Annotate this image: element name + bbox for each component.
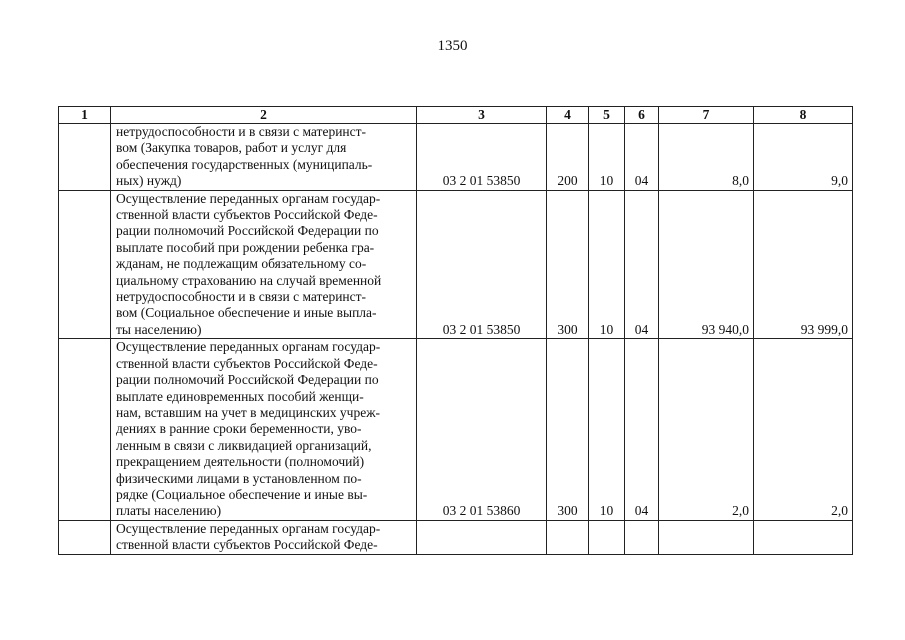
- col-header-1: 1: [59, 107, 111, 124]
- description-line: ственной власти субъектов Российской Феде-: [116, 207, 378, 223]
- header-row: [59, 107, 853, 124]
- description-line: ты населению): [116, 321, 202, 337]
- budget-table: [58, 106, 853, 555]
- amount-col7-cell: 2,0: [659, 339, 754, 520]
- amount-col7-cell: 93 940,0: [659, 190, 754, 339]
- classification-code-cell: [417, 520, 547, 554]
- col-header-6: 6: [625, 107, 659, 124]
- table-row: [59, 124, 853, 191]
- row-number-cell: [59, 190, 111, 339]
- description-line: нетрудоспособности и в связи с материнст-: [116, 124, 367, 139]
- description-line: циальному страхованию на случай временной: [116, 272, 382, 288]
- row-number-cell: [59, 339, 111, 520]
- col-header-5: 5: [589, 107, 625, 124]
- col-header-3: 3: [417, 107, 547, 124]
- description-line: вом (Закупка товаров, работ и услуг для: [116, 140, 347, 156]
- amount-col7-cell: 8,0: [659, 124, 754, 191]
- description-line: нам, вставшим на учет в медицинских учреж-: [116, 404, 381, 420]
- amount-col8-cell: 93 999,0: [754, 190, 853, 339]
- amount-col8-cell: 2,0: [754, 339, 853, 520]
- expense-type-cell: 300: [547, 190, 589, 339]
- description-line: рядке (Социальное обеспечение и иные вы-: [116, 486, 368, 502]
- row-number-cell: [59, 520, 111, 554]
- page-number: 1350: [437, 38, 468, 54]
- classification-code-cell: 03 2 01 53850: [417, 124, 547, 191]
- expense-type-cell: [547, 520, 589, 554]
- subsection-cell: 04: [625, 190, 659, 339]
- description-cell: [111, 124, 417, 191]
- description-line: Осуществление переданных органам государ-: [116, 520, 381, 536]
- col-header-4: 4: [547, 107, 589, 124]
- description-line: нетрудоспособности и в связи с материнст-: [116, 289, 367, 305]
- description-line: выплате единовременных пособий женщи-: [116, 388, 364, 404]
- table-row: [59, 339, 853, 520]
- section-cell: 10: [589, 124, 625, 191]
- description-line: ственной власти субъектов Российской Феде-: [116, 537, 378, 553]
- description-line: дениях в ранние сроки беременности, уво-: [116, 421, 362, 437]
- description-cell: [111, 520, 417, 554]
- amount-col8-cell: [754, 520, 853, 554]
- description-line: вом (Социальное обеспечение и иные выпла-: [116, 305, 377, 321]
- description-line: ных) нужд): [116, 173, 182, 189]
- description-line: выплате пособий при рождении ребенка гра-: [116, 239, 375, 255]
- subsection-cell: 04: [625, 339, 659, 520]
- description-line: рации полномочий Российской Федерации по: [116, 223, 379, 239]
- col-header-2: 2: [111, 107, 417, 124]
- description-line: физическими лицами в установленном по-: [116, 470, 362, 486]
- section-cell: 10: [589, 190, 625, 339]
- amount-col7-cell: [659, 520, 754, 554]
- description-line: Осуществление переданных органам государ-: [116, 190, 381, 206]
- row-number-cell: [59, 124, 111, 191]
- description-line: Осуществление переданных органам государ-: [116, 339, 381, 355]
- section-cell: 10: [589, 339, 625, 520]
- description-line: обеспечения государственных (муниципаль-: [116, 156, 373, 172]
- description-line: ственной власти субъектов Российской Феде-: [116, 355, 378, 371]
- amount-col8-cell: 9,0: [754, 124, 853, 191]
- description-line: рации полномочий Российской Федерации по: [116, 372, 379, 388]
- expense-type-cell: 300: [547, 339, 589, 520]
- col-header-8: 8: [754, 107, 853, 124]
- description-line: прекращением деятельности (полномочий): [116, 454, 365, 470]
- classification-code-cell: 03 2 01 53850: [417, 190, 547, 339]
- description-line: ленным в связи с ликвидацией организаций,: [116, 437, 372, 453]
- classification-code-cell: 03 2 01 53860: [417, 339, 547, 520]
- description-cell: [111, 339, 417, 520]
- table-row: [59, 520, 853, 554]
- subsection-cell: [625, 520, 659, 554]
- table-row: [59, 190, 853, 339]
- subsection-cell: 04: [625, 124, 659, 191]
- col-header-7: 7: [659, 107, 754, 124]
- description-line: платы населению): [116, 503, 222, 519]
- description-line: жданам, не подлежащим обязательному со-: [116, 256, 367, 272]
- section-cell: [589, 520, 625, 554]
- expense-type-cell: 200: [547, 124, 589, 191]
- description-cell: [111, 190, 417, 339]
